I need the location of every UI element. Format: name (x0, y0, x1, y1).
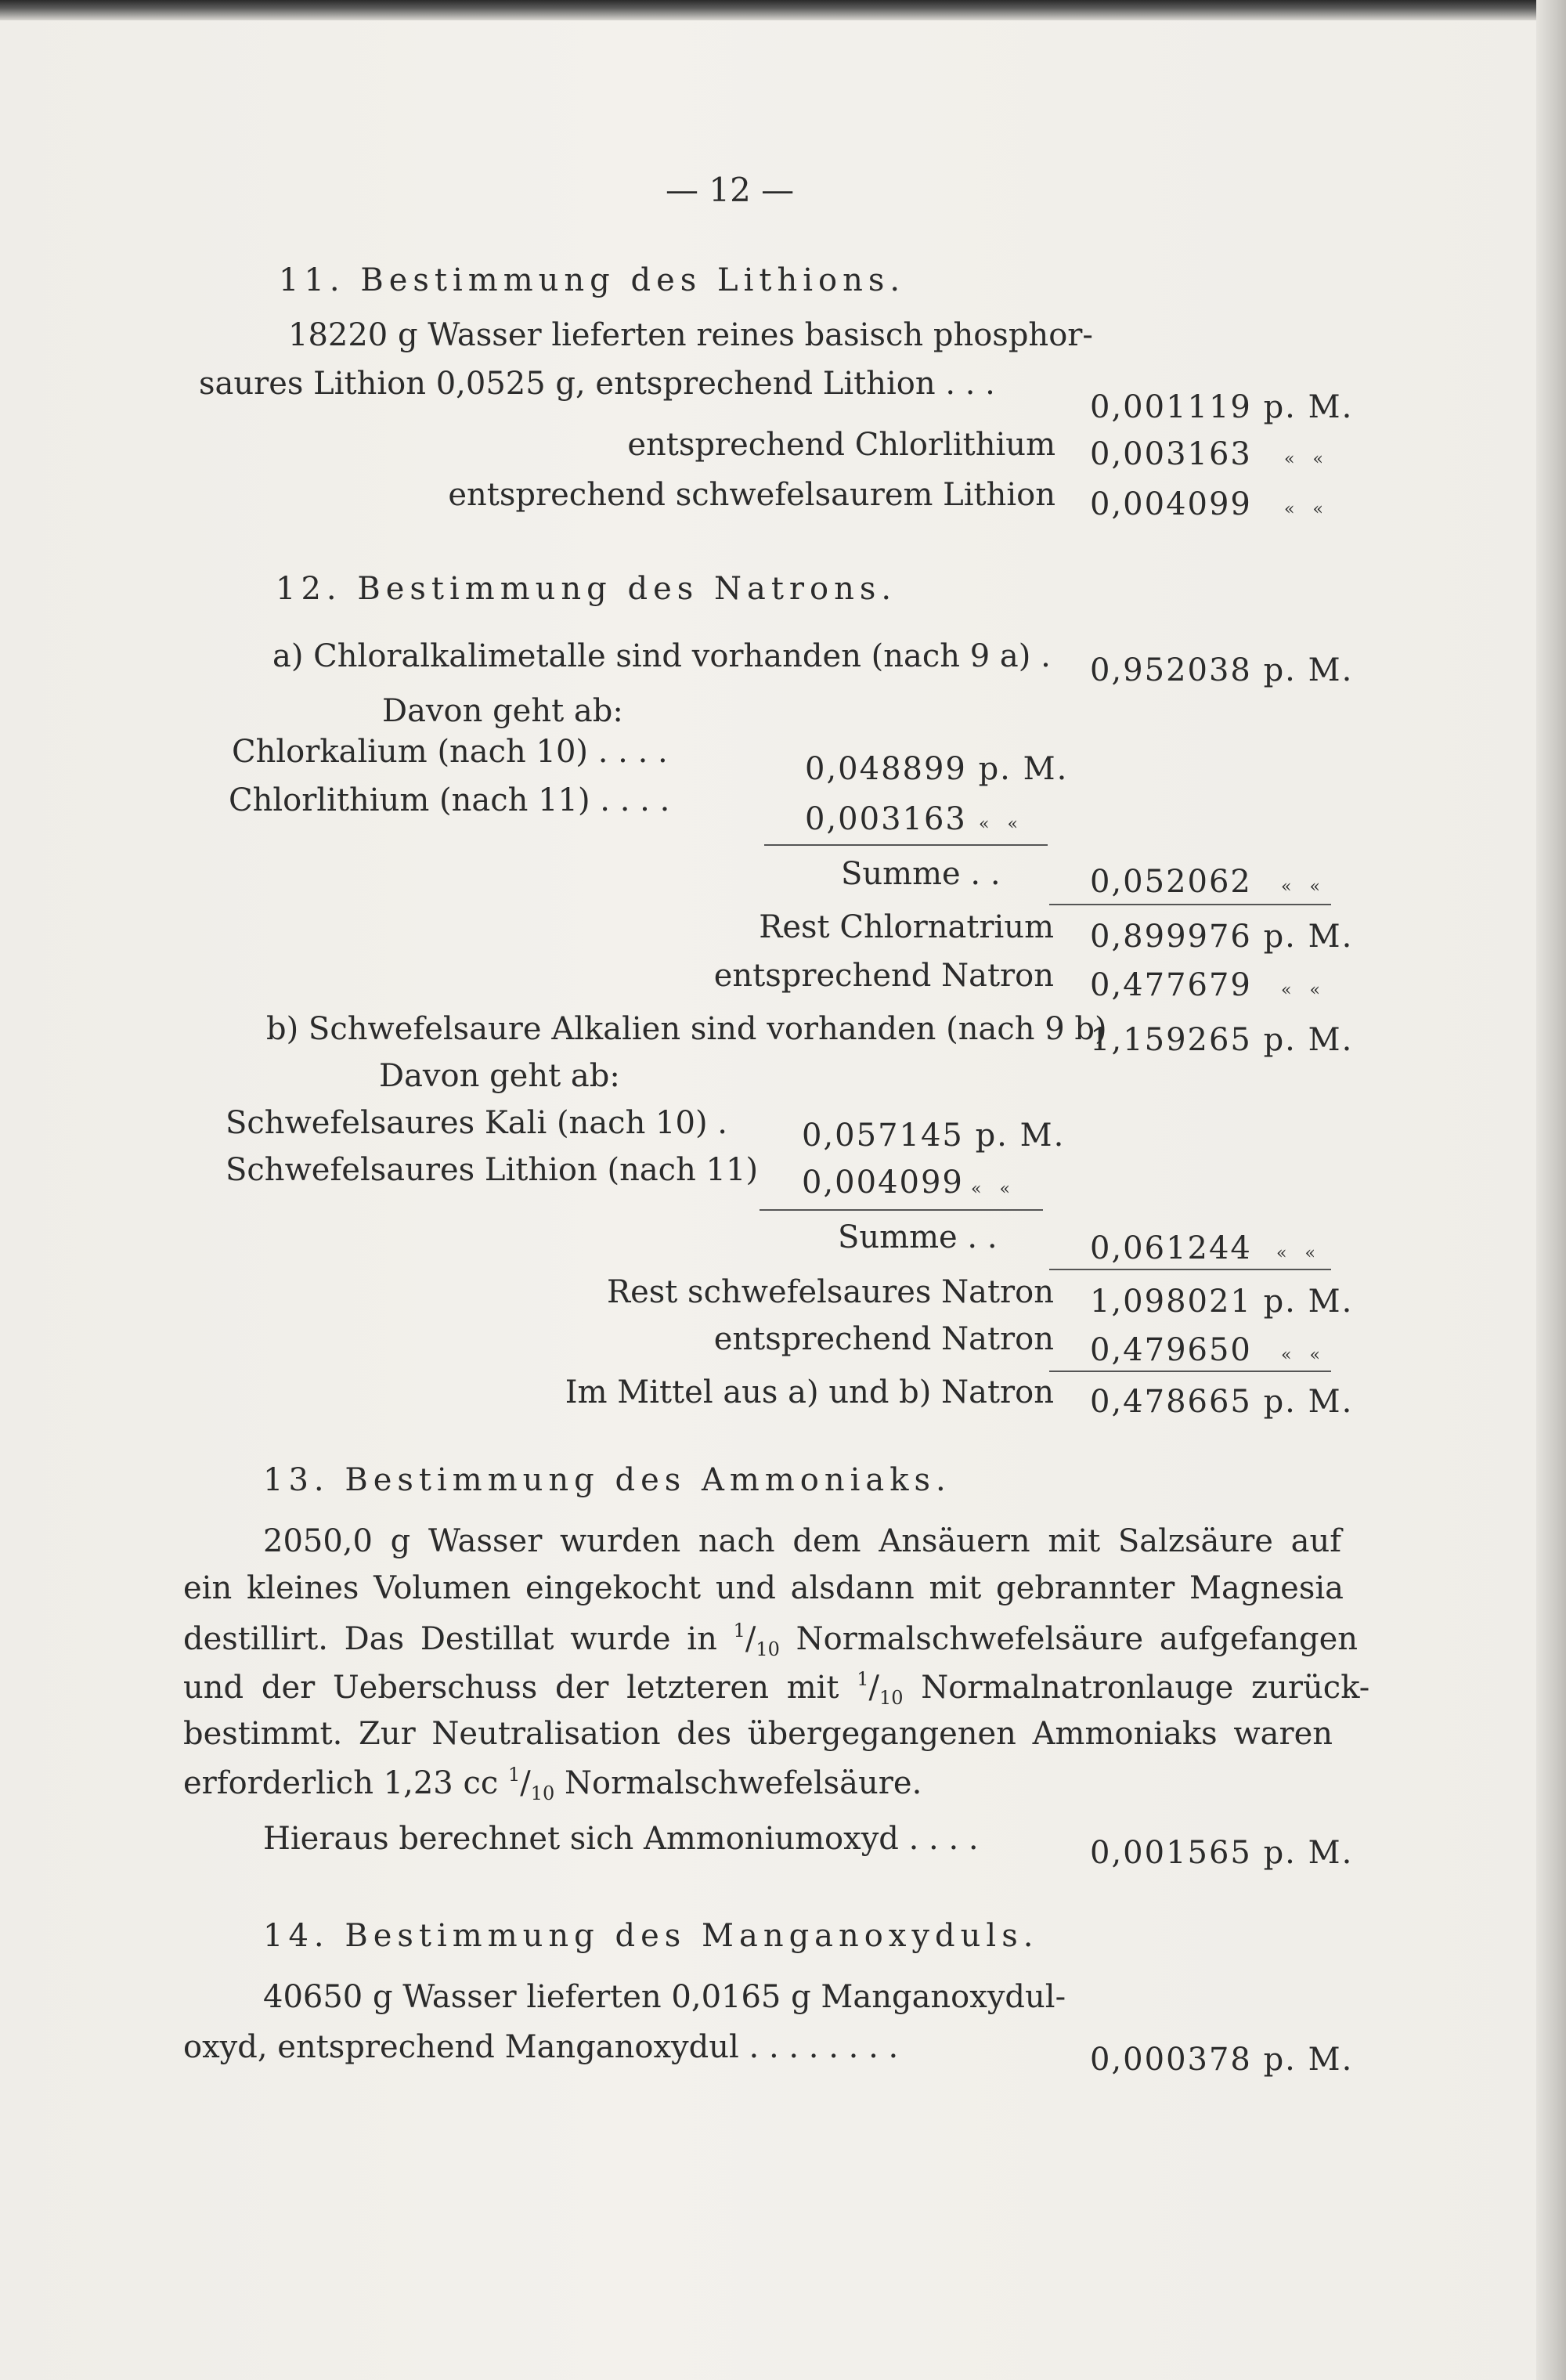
s12-b-summe-label: Summe . . (838, 1219, 998, 1255)
ditto-mark: « « (1281, 877, 1326, 897)
fraction-denominator: 10 (530, 1782, 555, 1804)
s12-a-natron-label: entsprechend Natron (713, 958, 1054, 994)
s12-a-chlorkalium-label: Chlorkalium (nach 10) . . . . (232, 734, 668, 770)
s12-b-label: b) Schwefelsaure Alkalien sind vorhanden (nach 9 b) (266, 1011, 1107, 1047)
scan-right-edge (1536, 0, 1566, 2380)
s13-line-5: bestimmt. Zur Neutralisation des übergegangenen Ammoniaks waren (183, 1716, 1333, 1752)
s11-text-line-1: 18220 g Wasser lieferten reines basisch phosphor- (288, 317, 1093, 353)
section-12-heading: 12. Bestimmung des Natrons. (276, 571, 897, 607)
s12-a-chlorlithium-label: Chlorlithium (nach 11) . . . . (229, 782, 670, 818)
s13-line-3: destillirt. Das Destillat wurde in $^1/_{10}$ Normalschwefelsäure aufgefangen (183, 1620, 1359, 1660)
s13-result-label: Hieraus berechnet sich Ammoniumoxyd . . . . (263, 1821, 979, 1857)
s13-line-3b: Normalschwefelsäure aufgefangen (796, 1621, 1359, 1657)
s13-line-1: 2050,0 g Wasser wurden nach dem Ansäuern mit Salzsäure auf (263, 1523, 1342, 1559)
s12-a-chlorlithium-value: 0,003163 (805, 801, 967, 837)
s12-mittel-label: Im Mittel aus a) und b) Natron (565, 1374, 1054, 1410)
ditto-mark: « « (1276, 1244, 1322, 1263)
s13-line-6: erforderlich 1,23 cc $^1/_{10}$ Normalschwefelsäure. (183, 1764, 922, 1804)
s14-line-1: 40650 g Wasser lieferten 0,0165 g Manganoxydul- (263, 1979, 1066, 2015)
s12-b-davon: Davon geht ab: (379, 1058, 620, 1094)
s12-a-summe-label: Summe . . (841, 856, 1001, 892)
s13-line-6b: Normalschwefelsäure. (565, 1765, 922, 1801)
s12-b-lithion-label: Schwefelsaures Lithion (nach 11) (226, 1152, 759, 1188)
ditto-mark: « « (1281, 1345, 1326, 1365)
s13-line-4b: Normalnatronlauge zurück- (921, 1670, 1370, 1706)
section-13-heading: 13. Bestimmung des Ammoniaks. (263, 1462, 951, 1498)
s11-row3-label: entsprechend schwefelsaurem Lithion (448, 477, 1055, 513)
s11-schwefelsaures-value: 0,004099 (1090, 486, 1252, 522)
fraction-denominator: 10 (756, 1638, 780, 1660)
s12-mittel-value: 0,478665 p. M. (1090, 1384, 1354, 1420)
s12-a-label: a) Chloralkalimetalle sind vorhanden (nach 9 a) . (272, 638, 1051, 674)
ditto-mark: « « (1284, 500, 1330, 519)
s12-b-rest-value: 1,098021 p. M. (1090, 1284, 1354, 1320)
s12-a-rest-label: Rest Chlornatrium (759, 909, 1054, 945)
s13-result-value: 0,001565 p. M. (1090, 1835, 1354, 1871)
s13-line-6a: erforderlich 1,23 cc (183, 1765, 499, 1801)
s11-chlorlithium-value: 0,003163 (1090, 436, 1252, 472)
s12-b-summe-value: 0,061244 (1090, 1230, 1252, 1266)
s13-line-3a: destillirt. Das Destillat wurde in (183, 1621, 717, 1657)
s12-b-natron-label: entsprechend Natron (713, 1321, 1054, 1357)
subtraction-rule (1049, 904, 1331, 905)
s14-line-2: oxyd, entsprechend Manganoxydul . . . . . . . . (183, 2029, 899, 2065)
subtraction-rule (1049, 1371, 1331, 1372)
ditto-mark: « « (971, 1179, 1016, 1199)
scan-top-edge (0, 0, 1566, 20)
s12-a-natron-value: 0,477679 (1090, 967, 1252, 1003)
section-11-heading: 11. Bestimmung des Lithions. (279, 262, 906, 298)
s12-b-rest-label: Rest schwefelsaures Natron (606, 1274, 1054, 1310)
ditto-mark: « « (1281, 981, 1326, 1000)
s12-a-chlorkalium-value: 0,048899 p. M. (805, 751, 1069, 787)
fraction-denominator: 10 (879, 1687, 904, 1709)
section-14-heading: 14. Bestimmung des Manganoxyduls. (263, 1918, 1039, 1954)
s12-b-natron-value: 0,479650 (1090, 1332, 1252, 1368)
s13-line-2: ein kleines Volumen eingekocht und alsdann mit gebrannter Magnesia (183, 1570, 1344, 1606)
s13-line-4a: und der Ueberschuss der letzteren mit (183, 1670, 839, 1706)
s13-line-4: und der Ueberschuss der letzteren mit $^1/_{10}$ Normalnatronlauge zurück- (183, 1668, 1370, 1709)
s12-b-value: 1,159265 p. M. (1090, 1022, 1354, 1058)
fraction-numerator: 1 (857, 1668, 869, 1690)
sum-rule (760, 1209, 1043, 1211)
s11-row2-label: entsprechend Chlorlithium (627, 427, 1055, 463)
sum-rule (764, 844, 1048, 846)
s12-a-davon: Davon geht ab: (382, 693, 623, 729)
subtraction-rule (1049, 1269, 1331, 1270)
s12-b-kali-label: Schwefelsaures Kali (nach 10) . (226, 1105, 727, 1141)
s11-text-line-2: saures Lithion 0,0525 g, entsprechend Lithion . . . (199, 366, 995, 402)
page-number: — 12 — (666, 171, 795, 209)
ditto-mark: « « (979, 814, 1024, 834)
s12-a-value: 0,952038 p. M. (1090, 652, 1354, 688)
ditto-mark: « « (1284, 450, 1330, 469)
fraction-numerator: 1 (733, 1620, 745, 1641)
s12-a-summe-value: 0,052062 (1090, 864, 1252, 900)
s11-lithion-value: 0,001119 p. M. (1090, 389, 1354, 425)
s12-a-rest-value: 0,899976 p. M. (1090, 919, 1354, 955)
s12-b-lithion-value: 0,004099 (802, 1165, 964, 1201)
s14-value: 0,000378 p. M. (1090, 2042, 1354, 2078)
s12-b-kali-value: 0,057145 p. M. (802, 1118, 1066, 1154)
fraction-numerator: 1 (507, 1764, 521, 1786)
